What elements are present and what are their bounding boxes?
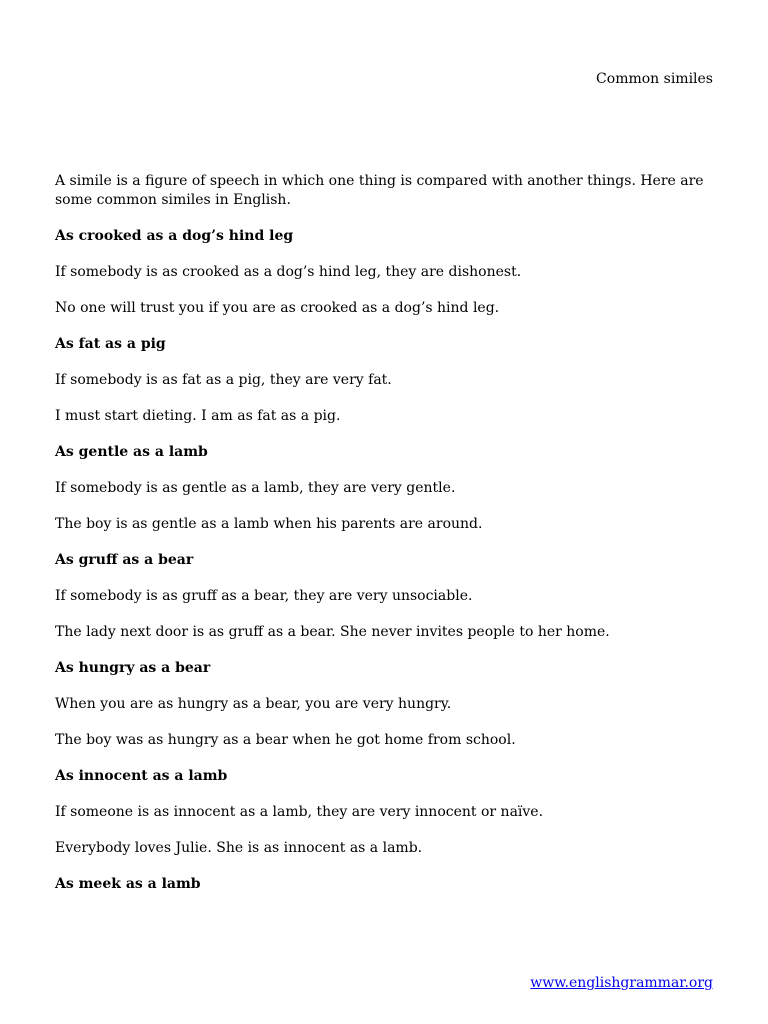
page-header-title: Common similes — [596, 71, 713, 87]
simile-heading: As crooked as a dog’s hind leg — [55, 228, 294, 244]
website-link[interactable]: www.englishgrammar.org — [530, 975, 713, 991]
simile-definition: If somebody is as gentle as a lamb, they are very gentle. — [55, 480, 456, 496]
simile-definition: If somebody is as gruff as a bear, they are very unsociable. — [55, 588, 473, 604]
simile-example: I must start dieting. I am as fat as a pig. — [55, 408, 341, 424]
simile-example: The boy was as hungry as a bear when he got home from school. — [55, 732, 516, 748]
simile-definition: If someone is as innocent as a lamb, they are very innocent or naïve. — [55, 804, 544, 820]
simile-definition: If somebody is as crooked as a dog’s hind leg, they are dishonest. — [55, 264, 522, 280]
simile-example: No one will trust you if you are as crooked as a dog’s hind leg. — [55, 300, 500, 316]
simile-heading: As gentle as a lamb — [55, 444, 208, 460]
simile-definition: If somebody is as fat as a pig, they are very fat. — [55, 372, 392, 388]
simile-example: The lady next door is as gruff as a bear. She never invites people to her home. — [55, 624, 610, 640]
simile-heading: As gruff as a bear — [55, 552, 194, 568]
simile-example: The boy is as gentle as a lamb when his parents are around. — [55, 516, 483, 532]
intro-paragraph: A simile is a figure of speech in which one thing is compared with another things. Here are some common similes in English. — [55, 173, 704, 208]
simile-example: Everybody loves Julie. She is as innocent as a lamb. — [55, 840, 423, 856]
simile-definition: When you are as hungry as a bear, you are very hungry. — [55, 696, 452, 712]
simile-heading: As innocent as a lamb — [55, 768, 228, 784]
simile-heading: As fat as a pig — [55, 336, 166, 352]
simile-heading: As hungry as a bear — [55, 660, 211, 676]
document-body — [55, 172, 715, 911]
simile-heading: As meek as a lamb — [55, 876, 201, 892]
